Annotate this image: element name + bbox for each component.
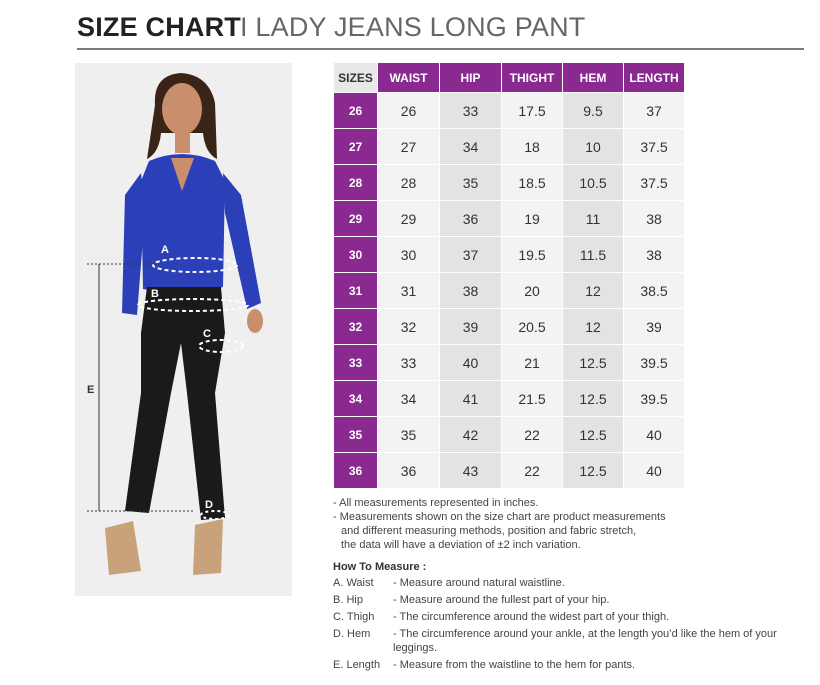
size-cell: 30 bbox=[334, 237, 378, 273]
page-subtitle: I LADY JEANS LONG PANT bbox=[240, 12, 586, 42]
size-cell: 33 bbox=[334, 345, 378, 381]
label-b: B bbox=[151, 288, 159, 300]
table-cell: 36 bbox=[440, 201, 502, 237]
table-cell: 40 bbox=[624, 453, 685, 489]
how-to-label: B. Hip bbox=[333, 594, 363, 606]
table-cell: 33 bbox=[378, 345, 440, 381]
table-cell: 38 bbox=[624, 201, 685, 237]
size-cell: 29 bbox=[334, 201, 378, 237]
label-e: E bbox=[87, 384, 95, 396]
table-cell: 12.5 bbox=[563, 381, 624, 417]
table-row bbox=[334, 165, 685, 201]
how-to-label: D. Hem bbox=[333, 628, 371, 640]
table-cell: 40 bbox=[440, 345, 502, 381]
table-row bbox=[334, 129, 685, 165]
table-cell: 38.5 bbox=[624, 273, 685, 309]
table-row bbox=[334, 417, 685, 453]
header-thigh: THIGHT bbox=[502, 63, 563, 93]
page-header bbox=[77, 12, 804, 50]
how-to-text: - Measure from the waistline to the hem for pants. bbox=[393, 659, 636, 671]
table-cell: 20.5 bbox=[502, 309, 563, 345]
table-cell: 19 bbox=[502, 201, 563, 237]
page-title: SIZE CHART bbox=[77, 12, 241, 42]
table-cell: 37.5 bbox=[624, 129, 685, 165]
table-cell: 21 bbox=[502, 345, 563, 381]
table-cell: 12.5 bbox=[563, 345, 624, 381]
how-to-item bbox=[333, 658, 803, 672]
table-cell: 12.5 bbox=[563, 417, 624, 453]
label-a: A bbox=[161, 244, 169, 256]
how-to-item bbox=[333, 593, 803, 607]
size-cell: 27 bbox=[334, 129, 378, 165]
table-cell: 33 bbox=[440, 93, 502, 129]
note-line: the data will have a deviation of ±2 inch variation. bbox=[341, 539, 581, 551]
table-cell: 12 bbox=[563, 309, 624, 345]
table-row bbox=[334, 381, 685, 417]
table-cell: 22 bbox=[502, 453, 563, 489]
table-row bbox=[334, 309, 685, 345]
table-row bbox=[334, 345, 685, 381]
table-cell: 41 bbox=[440, 381, 502, 417]
how-to-text: - Measure around the fullest part of your hip. bbox=[393, 594, 610, 606]
how-to-label: A. Waist bbox=[333, 577, 374, 589]
how-to-list bbox=[333, 576, 803, 672]
how-to-text: - Measure around natural waistline. bbox=[393, 577, 565, 589]
note-line: - Measurements shown on the size chart are product measurements bbox=[333, 511, 666, 523]
table-cell: 9.5 bbox=[563, 93, 624, 129]
table-cell: 19.5 bbox=[502, 237, 563, 273]
size-cell: 34 bbox=[334, 381, 378, 417]
table-cell: 38 bbox=[624, 237, 685, 273]
how-to-item bbox=[333, 576, 803, 590]
table-cell: 20 bbox=[502, 273, 563, 309]
size-cell: 35 bbox=[334, 417, 378, 453]
table-row bbox=[334, 237, 685, 273]
table-cell: 26 bbox=[378, 93, 440, 129]
table-row bbox=[334, 201, 685, 237]
note-line: and different measuring methods, position and fabric stretch, bbox=[341, 525, 637, 537]
table-cell: 31 bbox=[378, 273, 440, 309]
table-cell: 22 bbox=[502, 417, 563, 453]
table-cell: 34 bbox=[440, 129, 502, 165]
note-line: - All measurements represented in inches. bbox=[333, 497, 539, 509]
how-to-label: E. Length bbox=[333, 659, 381, 671]
label-c: C bbox=[203, 328, 211, 340]
model-illustration bbox=[75, 63, 292, 596]
size-cell: 26 bbox=[334, 93, 378, 129]
table-cell: 37 bbox=[624, 93, 685, 129]
table-row bbox=[334, 453, 685, 489]
size-cell: 31 bbox=[334, 273, 378, 309]
table-header-row bbox=[334, 63, 685, 93]
table-cell: 12 bbox=[563, 273, 624, 309]
how-to-measure bbox=[333, 561, 803, 675]
table-cell: 18 bbox=[502, 129, 563, 165]
table-cell: 17.5 bbox=[502, 93, 563, 129]
table-cell: 35 bbox=[378, 417, 440, 453]
how-to-item bbox=[333, 610, 803, 624]
how-to-text: - The circumference around the widest part of your thigh. bbox=[393, 611, 670, 623]
how-to-title: How To Measure : bbox=[333, 561, 427, 573]
model-photo bbox=[75, 63, 292, 596]
how-to-label: C. Thigh bbox=[333, 611, 375, 623]
table-cell: 32 bbox=[378, 309, 440, 345]
table-cell: 21.5 bbox=[502, 381, 563, 417]
how-to-item bbox=[333, 627, 803, 655]
table-row bbox=[334, 273, 685, 309]
table-cell: 37 bbox=[440, 237, 502, 273]
how-to-text: - The circumference around your ankle, at the length you’d like the hem of your leggings. bbox=[393, 628, 777, 654]
header-length: LENGTH bbox=[624, 63, 685, 93]
table-cell: 37.5 bbox=[624, 165, 685, 201]
size-cell: 32 bbox=[334, 309, 378, 345]
table-cell: 42 bbox=[440, 417, 502, 453]
table-cell: 11 bbox=[563, 201, 624, 237]
table-cell: 39.5 bbox=[624, 345, 685, 381]
table-cell: 27 bbox=[378, 129, 440, 165]
table-cell: 18.5 bbox=[502, 165, 563, 201]
table-cell: 39.5 bbox=[624, 381, 685, 417]
table-cell: 35 bbox=[440, 165, 502, 201]
size-table bbox=[333, 62, 685, 489]
table-row bbox=[334, 93, 685, 129]
notes bbox=[333, 496, 753, 552]
table-cell: 28 bbox=[378, 165, 440, 201]
table-cell: 29 bbox=[378, 201, 440, 237]
header-sizes: SIZES bbox=[334, 63, 378, 93]
table-cell: 39 bbox=[440, 309, 502, 345]
table-cell: 39 bbox=[624, 309, 685, 345]
table-cell: 34 bbox=[378, 381, 440, 417]
header-waist: WAIST bbox=[378, 63, 440, 93]
table-cell: 12.5 bbox=[563, 453, 624, 489]
table-cell: 11.5 bbox=[563, 237, 624, 273]
header-hip: HIP bbox=[440, 63, 502, 93]
size-cell: 28 bbox=[334, 165, 378, 201]
table-cell: 10 bbox=[563, 129, 624, 165]
table-cell: 38 bbox=[440, 273, 502, 309]
table-body bbox=[334, 93, 685, 489]
size-cell: 36 bbox=[334, 453, 378, 489]
table-cell: 43 bbox=[440, 453, 502, 489]
table-cell: 30 bbox=[378, 237, 440, 273]
table-cell: 10.5 bbox=[563, 165, 624, 201]
table-cell: 36 bbox=[378, 453, 440, 489]
table-cell: 40 bbox=[624, 417, 685, 453]
label-d: D bbox=[205, 499, 213, 511]
header-hem: HEM bbox=[563, 63, 624, 93]
